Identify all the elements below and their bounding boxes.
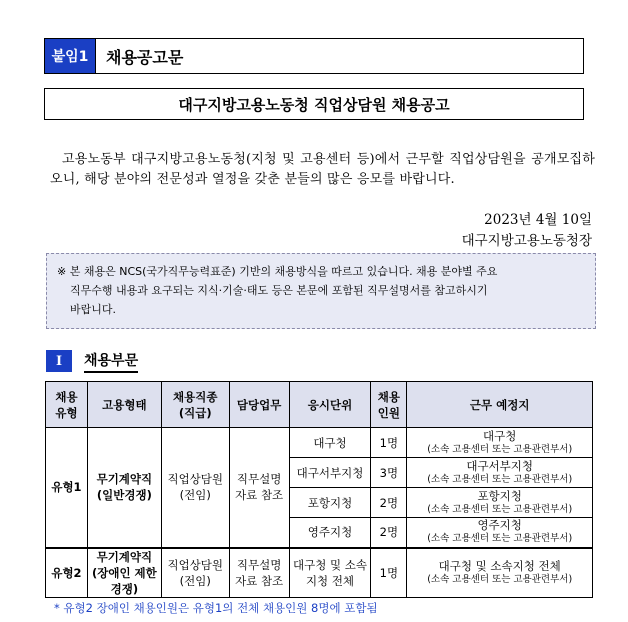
type2-duty: 직무설명 자료 참조 — [229, 548, 289, 598]
location-sub: (소속 고용센터 또는 고용관련부서) — [427, 503, 573, 515]
row-location — [407, 458, 593, 488]
table-row — [46, 548, 593, 598]
notice-line-3: 바랍니다. — [70, 303, 117, 316]
row-count: 2명 — [371, 518, 407, 548]
notice-line-2: 직무수행 내용과 요구되는 지식·기술·태도 등은 본문에 포함된 직무설명서를 참고하시기 — [70, 284, 488, 297]
header-count: 채용 인원 — [371, 382, 407, 428]
row-unit: 포항지청 — [289, 488, 371, 518]
location-sub: (소속 고용센터 또는 고용관련부서) — [427, 443, 573, 455]
type1-name: 유형1 — [46, 428, 88, 548]
row-location — [407, 518, 593, 548]
row-location — [407, 488, 593, 518]
type2-name: 유형2 — [46, 548, 88, 598]
row-unit: 대구청 — [289, 428, 371, 458]
row-count: 2명 — [371, 488, 407, 518]
location-sub: (소속 고용센터 또는 고용관련부서) — [427, 473, 573, 485]
section-heading — [46, 350, 138, 372]
type2-job: 직업상담원 (전임) — [161, 548, 229, 598]
type2-count: 1명 — [371, 548, 407, 598]
header-job: 채용직종 (직급) — [161, 382, 229, 428]
header-unit: 응시단위 — [289, 382, 371, 428]
location-sub: (소속 고용센터 또는 고용관련부서) — [427, 573, 573, 585]
type2-location — [407, 548, 593, 598]
location-main: 대구청 — [483, 428, 517, 443]
type1-employment: 무기계약직 (일반경쟁) — [87, 428, 161, 548]
row-count: 3명 — [371, 458, 407, 488]
row-location — [407, 428, 593, 458]
header-type: 채용 유형 — [46, 382, 88, 428]
row-count: 1명 — [371, 428, 407, 458]
row-unit: 영주지청 — [289, 518, 371, 548]
location-main: 대구청 및 소속지청 전체 — [438, 558, 561, 573]
announcement-date: 2023년 4월 10일 — [484, 212, 592, 228]
header-location: 근무 예정지 — [407, 382, 593, 428]
recruitment-table — [45, 381, 593, 598]
table-row — [46, 428, 593, 458]
table-header-row — [46, 382, 593, 428]
location-main: 대구서부지청 — [466, 458, 533, 473]
attachment-title: 채용공고문 — [95, 39, 583, 73]
attachment-tag: 붙임1 — [45, 39, 95, 73]
section-number: I — [46, 350, 72, 372]
header-employment: 고용형태 — [87, 382, 161, 428]
row-unit: 대구서부지청 — [289, 458, 371, 488]
section-title: 채용부문 — [84, 350, 138, 373]
document-title: 대구지방고용노동청 직업상담원 채용공고 — [44, 88, 584, 120]
type1-job: 직업상담원 (전임) — [161, 428, 229, 548]
ncs-notice-box — [46, 253, 596, 329]
header-duty: 담당업무 — [229, 382, 289, 428]
attachment-header — [44, 38, 584, 74]
intro-paragraph: 고용노동부 대구지방고용노동청(지청 및 고용센터 등)에서 근무할 직업상담원을 공개모집하오니, 해당 분야의 전문성과 열정을 갖춘 분들의 많은 응모를 바랍니다. — [50, 152, 595, 187]
type2-unit: 대구청 및 소속지청 전체 — [289, 548, 371, 598]
location-main: 포항지청 — [477, 488, 522, 503]
type2-employment: 무기계약직 (장애인 제한경쟁) — [87, 548, 161, 598]
location-sub: (소속 고용센터 또는 고용관련부서) — [427, 533, 573, 545]
type1-duty: 직무설명 자료 참조 — [229, 428, 289, 548]
footnote: * 유형2 장애인 채용인원은 유형1의 전체 채용인원 8명에 포함됨 — [54, 601, 378, 615]
notice-line-1: ※ 본 채용은 NCS(국가직무능력표준) 기반의 채용방식을 따르고 있습니다. 채용 분야별 주요 — [57, 265, 498, 278]
issuing-organization: 대구지방고용노동청장 — [461, 233, 592, 249]
location-main: 영주지청 — [477, 518, 522, 533]
